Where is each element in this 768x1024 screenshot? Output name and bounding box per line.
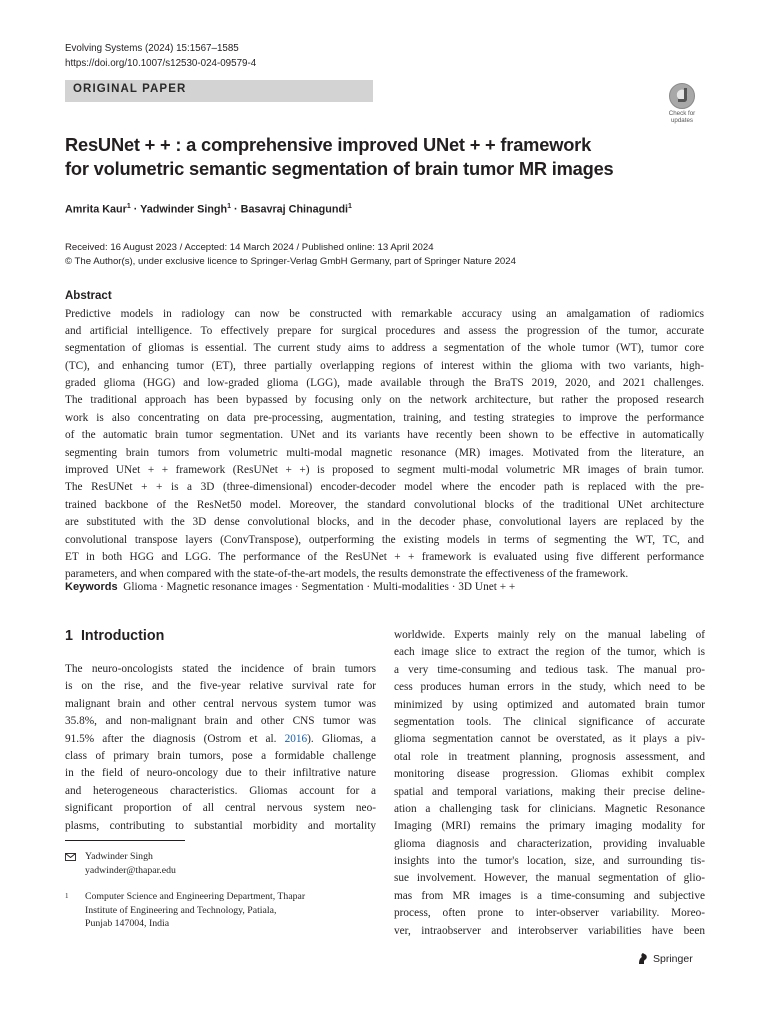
- citation-prefix: 91.5% after the diagnosis (Ostrom et al.: [65, 732, 285, 745]
- paragraph-line: ation a challenging task for clinicians. Magnetic Resonance: [394, 802, 705, 815]
- intro-column-right: [394, 627, 705, 940]
- paragraph-line: graded glioma (HGG) and low-graded glioma (LGG), made available through the BraTS 2019, 2020, and 2021 challenges.: [65, 377, 704, 390]
- author-name[interactable]: Yadwinder Singh: [140, 203, 228, 216]
- springer-horse-icon: [637, 952, 649, 965]
- keywords-label: Keywords: [65, 581, 118, 593]
- section-title: Introduction: [80, 628, 165, 644]
- section-number: 1: [65, 628, 73, 644]
- paper-type-label: ORIGINAL PAPER: [73, 83, 187, 95]
- paragraph-line-citation: [65, 731, 376, 748]
- paragraph-line: spatial and temporal variations, making their precise deline-: [394, 785, 705, 798]
- check-for-updates-button[interactable]: [663, 83, 701, 123]
- paragraph-line: glioma segmentation cannot be overstated, as it plays a piv-: [394, 733, 705, 746]
- paragraph-line: minimized by using optimized and automated brain tumor: [394, 698, 705, 711]
- keywords: [65, 581, 515, 593]
- author-affiliation-mark: 1: [348, 203, 352, 210]
- paragraph-line: is on the rise, and the five-year relative survival rate for: [65, 680, 376, 693]
- author-affiliation-mark: 1: [227, 203, 232, 210]
- paragraph-line: process, often prone to inter-observer variability. Moreo-: [394, 907, 705, 920]
- section-heading: [65, 628, 164, 644]
- envelope-icon: [65, 850, 85, 877]
- paragraph-line: glioma diagnosis and characterization, providing invaluable: [394, 837, 705, 850]
- corresponding-author: [65, 850, 305, 877]
- affiliation-line: Punjab 147004, India: [85, 918, 170, 929]
- paragraph-line: of the automatic brain tumor segmentation. UNet and its variants have recently been shown to be effective in automatically: [65, 429, 704, 442]
- publisher-logo: [637, 952, 693, 965]
- paragraph-line: ET in both HGG and LGG. The performance of the ResUNet + + framework is evaluated using five different performance: [65, 550, 704, 563]
- journal-reference: [65, 41, 256, 71]
- check-updates-icon: [669, 83, 695, 109]
- affiliation-text: [85, 890, 305, 931]
- paragraph-line: segmentation tools. The clinical significance of accurate: [394, 715, 705, 728]
- author-separator: ·: [231, 203, 241, 216]
- paragraph-line: segmentation of gliomas is essential. The current study aims to address a segmentation of the whole tumor (WT), tumor core: [65, 342, 704, 355]
- intro-column-left: [65, 661, 376, 835]
- intro-left-post: [65, 748, 376, 835]
- title-line-2: for volumetric semantic segmentation of brain tumor MR images: [65, 158, 614, 179]
- paragraph-line: a very time-consuming and tedious task. The manual pro-: [394, 663, 705, 676]
- paragraph-line: ver, intraobserver and interobserver variabilities have been: [394, 924, 705, 937]
- paragraph-line: and heterogeneous characteristics. Gliomas account for a: [65, 784, 376, 797]
- affiliation-mark: 1: [65, 892, 69, 900]
- paragraph-line: are substituted with the 3D dense convolutional blocks, and in the decoder phase, convolutional layers are replaced by the: [65, 516, 704, 529]
- publisher-name: Springer: [653, 952, 693, 965]
- paragraph-line: The ResUNet + + is a 3D (three-dimensional) encoder-decoder model where the encoder path is replaced with the pre-: [65, 481, 704, 494]
- paragraph-line: Predictive models in radiology can now be constructed with remarkable accuracy using an amalgamation of radiomics: [65, 307, 704, 320]
- paragraph-line: The neuro-oncologists stated the incidence of brain tumors: [65, 663, 376, 675]
- paragraph-line: monitoring disease progression. Gliomas exhibit complex: [394, 768, 705, 781]
- paragraph-line: trained backbone of the ResNet50 model. Moreover, the standard convolutional blocks of the traditional UNet architecture: [65, 498, 704, 511]
- abstract-body: [65, 306, 704, 584]
- paragraph-line: improved UNet + + framework (ResUNet + +) is proposed to segment multi-modal volumetric MR images of brain tumor.: [65, 464, 704, 477]
- footnote-divider: [65, 840, 185, 841]
- paragraph-line: each image slice to extract the region of the tumor, which is: [394, 646, 705, 659]
- journal-citation: Evolving Systems (2024) 15:1567–1585: [65, 43, 239, 54]
- paragraph-line: class of primary brain tumors, pose a formidable challenge: [65, 749, 376, 762]
- citation-link[interactable]: 2016: [284, 732, 308, 745]
- doi-link[interactable]: https://doi.org/10.1007/s12530-024-09579-4: [65, 58, 257, 69]
- date-history: Received: 16 August 2023 / Accepted: 14 March 2024 / Published online: 13 April 2024: [65, 242, 434, 253]
- keywords-list: Glioma · Magnetic resonance images · Segmentation · Multi-modalities · 3D Unet + +: [123, 581, 516, 593]
- paragraph-line: in the field of neuro-oncology due to their infiltrative nature: [65, 767, 376, 780]
- paragraph-line: and artificial intelligence. To effectively prepare for surgical procedures and assess the progression of the tumor, accurate: [65, 324, 704, 337]
- paragraph-line: insights into the tumor's location, size, and surrounding tis-: [394, 855, 705, 868]
- affiliation: [65, 890, 305, 931]
- author-name[interactable]: Basavraj Chinagundi: [240, 203, 349, 216]
- paragraph-line: work is also concentrating on data pre-processing, augmentation, training, and testing strategies to improve the performance: [65, 411, 704, 424]
- paragraph-line: 35.8%, and non-malignant brain and other CNS tumor was: [65, 715, 376, 728]
- contact-email[interactable]: yadwinder@thapar.edu: [85, 864, 176, 876]
- title-line-1: ResUNet + + : a comprehensive improved UNet + + framework: [65, 134, 592, 155]
- author-affiliation-mark: 1: [126, 203, 131, 210]
- affiliation-line: Institute of Engineering and Technology, Patiala,: [85, 904, 277, 916]
- abstract-heading: Abstract: [65, 290, 112, 302]
- contact-name: Yadwinder Singh: [85, 851, 153, 862]
- author-separator: ·: [130, 203, 141, 216]
- paragraph-line: Imaging (MRI) remains the primary imaging modality for: [394, 820, 705, 833]
- paragraph-line: cess produces human errors in the study, which need to be: [394, 681, 705, 694]
- paragraph-line: (TC), and enhancing tumor (ET), three partially overlapping regions of interest within the glioma with two variants, high-: [65, 359, 704, 372]
- paragraph-line: significant proportion of all central nervous system neo-: [65, 802, 376, 815]
- paragraph-line: segmenting brain tumors from volumetric multi-modal magnetic resonance (MR) images. Motivated from the literature, an: [65, 446, 704, 459]
- paragraph-line: mas from MR images is a time-consuming and subjective: [394, 889, 705, 902]
- author-name[interactable]: Amrita Kaur: [65, 203, 127, 216]
- affiliation-line: Computer Science and Engineering Department, Thapar: [85, 891, 306, 902]
- copyright-notice: © The Author(s), under exclusive licence to Springer-Verlag GmbH Germany, part of Springer Nature 2024: [65, 256, 516, 267]
- author-list: [65, 203, 352, 216]
- paragraph-line: malignant brain and other central nervous system tumor was: [65, 697, 376, 710]
- paragraph-line: parameters, and when compared with the state-of-the-art models, the results demonstrate the effectiveness of the framework.: [65, 568, 629, 581]
- check-updates-label: Check for updates: [668, 110, 696, 124]
- paragraph-line: otal role in treatment planning, prognosis assessment, and: [394, 750, 705, 763]
- intro-left-pre: [65, 661, 376, 731]
- paper-title: [65, 133, 705, 181]
- paragraph-line: plasms, contributing to substantial morbidity and mortality: [65, 819, 376, 832]
- paragraph-line: worldwide. Experts mainly rely on the manual labeling of: [394, 629, 705, 641]
- paper-type-banner: [65, 80, 373, 102]
- paragraph-line: convolutional transpose layers (ConvTranspose), outperforming the existing models in terms of segmenting the WT, TC, and: [65, 533, 704, 546]
- footnotes: [65, 850, 305, 931]
- paragraph-line: sue involvement. However, the manual segmentation of glio-: [394, 872, 705, 885]
- citation-suffix: ). Gliomas, a: [307, 732, 377, 745]
- publication-history: [65, 241, 516, 269]
- paragraph-line: The traditional approach has been bypassed by focusing only on the network architecture, but rather the proposed research: [65, 394, 704, 407]
